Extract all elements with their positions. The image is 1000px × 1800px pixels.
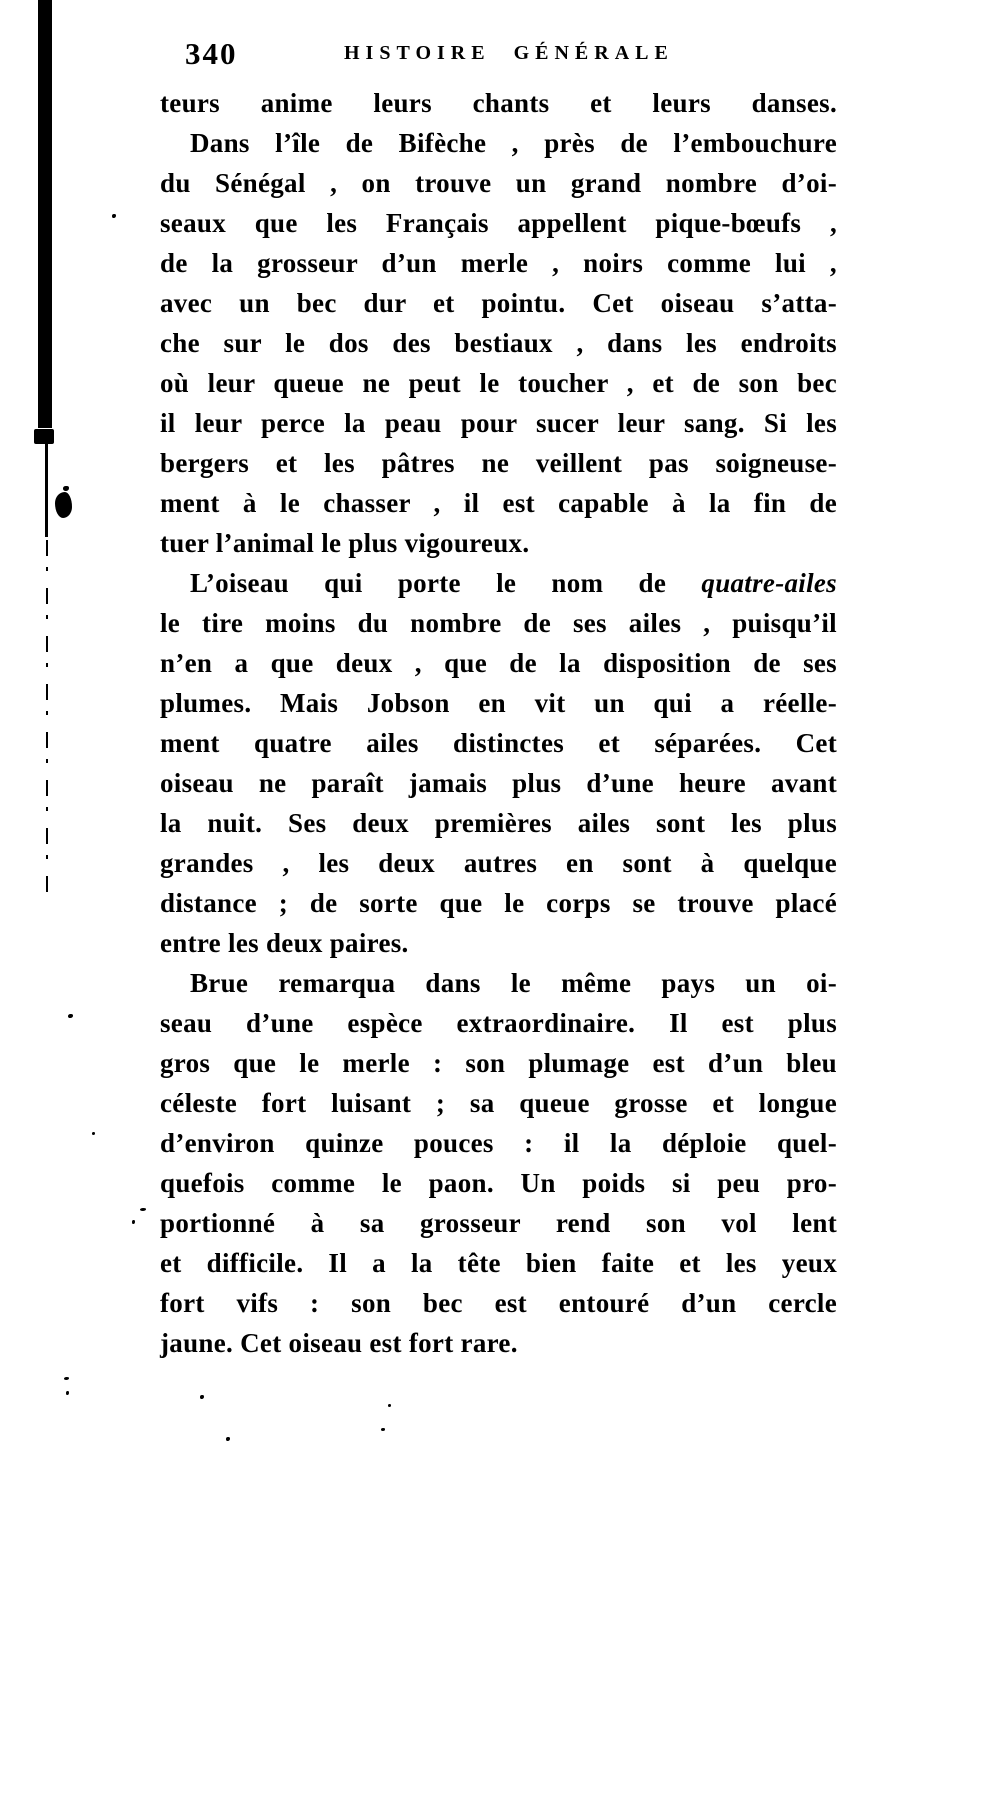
dust-speck [388, 1404, 391, 1407]
text-line: teurs anime leurs chants et leurs danses. [160, 88, 837, 118]
dust-speck [64, 1377, 69, 1380]
text-line: seaux que les Français appellent pique-bœufs , [160, 208, 837, 238]
text-line: la nuit. Ses deux premières ailes sont les plus [160, 808, 837, 838]
running-title: HISTOIRE GÉNÉRALE [344, 42, 674, 64]
text-line: Dans l’île de Bifèche , près de l’embouchure [190, 128, 837, 158]
dust-speck [381, 1428, 385, 1431]
dust-speck [68, 1014, 73, 1018]
text-line: de la grosseur d’un merle , noirs comme lui , [160, 248, 837, 278]
text-line: jaune. Cet oiseau est fort rare. [160, 1328, 518, 1358]
text-line: Brue remarqua dans le même pays un oi- [190, 968, 837, 998]
text-line: n’en a que deux , que de la disposition de ses [160, 648, 837, 678]
text-line: entre les deux paires. [160, 928, 409, 958]
text-line: quefois comme le paon. Un poids si peu pro- [160, 1168, 837, 1198]
text-line: le tire moins du nombre de ses ailes , puisqu’il [160, 608, 837, 638]
text-line: fort vifs : son bec est entouré d’un cercle [160, 1288, 837, 1318]
text-line: grandes , les deux autres en sont à quelque [160, 848, 837, 878]
dust-speck [200, 1395, 204, 1399]
text-line: il leur perce la peau pour sucer leur sang. Si les [160, 408, 837, 438]
scan-gutter-line [45, 444, 48, 537]
text-block [160, 83, 837, 1363]
dust-speck [226, 1437, 230, 1441]
scan-gutter-bar [38, 0, 52, 428]
dust-speck [66, 1391, 69, 1395]
page-number: 340 [185, 36, 238, 71]
text-line: plumes. Mais Jobson en vit un qui a réelle- [160, 688, 837, 718]
text-line: avec un bec dur et pointu. Cet oiseau s’atta- [160, 288, 837, 318]
dust-speck [132, 1220, 135, 1224]
text-line: distance ; de sorte que le corps se trouve placé [160, 888, 837, 918]
text-line: gros que le merle : son plumage est d’un bleu [160, 1048, 837, 1078]
text-line: où leur queue ne peut le toucher , et de son bec [160, 368, 837, 398]
text-line: du Sénégal , on trouve un grand nombre d’oi- [160, 168, 837, 198]
text-line: bergers et les pâtres ne veillent pas soigneuse- [160, 448, 837, 478]
text-line: che sur le dos des bestiaux , dans les endroits [160, 328, 837, 358]
text-line: tuer l’animal le plus vigoureux. [160, 528, 530, 558]
ink-splotch [55, 492, 72, 518]
text-line: céleste fort luisant ; sa queue grosse et longue [160, 1088, 837, 1118]
text-line: ment à le chasser , il est capable à la fin de [160, 488, 837, 518]
dust-speck [140, 1208, 146, 1211]
text-line: seau d’une espèce extraordinaire. Il est plus [160, 1008, 837, 1038]
scan-gutter-dashed-line [46, 540, 48, 896]
text-line: ment quatre ailes distinctes et séparées. Cet [160, 728, 837, 758]
text-line: L’oiseau qui porte le nom de quatre-ailes [190, 568, 837, 598]
text-line: d’environ quinze pouces : il la déploie quel- [160, 1128, 837, 1158]
text-line: oiseau ne paraît jamais plus d’une heure avant [160, 768, 837, 798]
dust-speck [92, 1132, 95, 1135]
scan-gutter-blob [34, 429, 54, 444]
text-line: portionné à sa grosseur rend son vol lent [160, 1208, 837, 1238]
dust-speck [112, 214, 116, 218]
text-line: et difficile. Il a la tête bien faite et les yeux [160, 1248, 837, 1278]
